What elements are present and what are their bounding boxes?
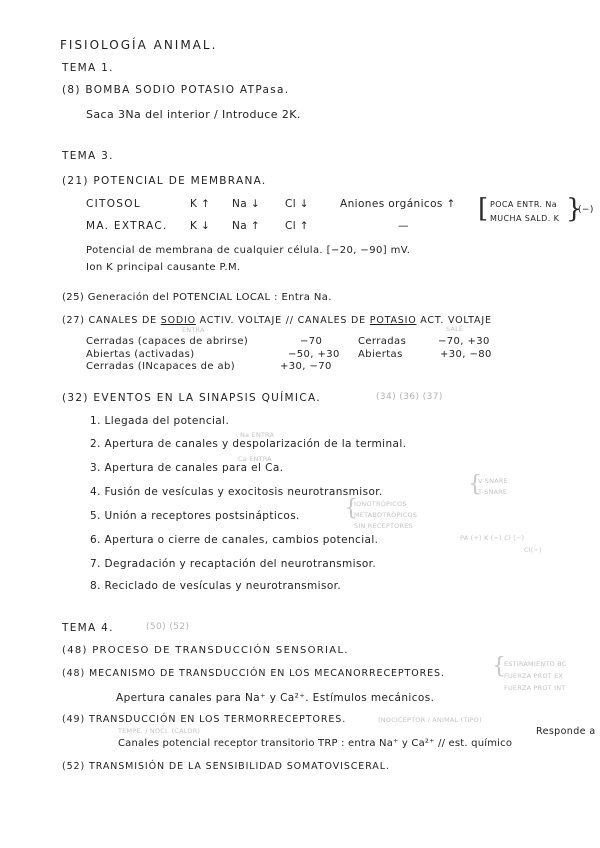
tema4-heading: TEMA 4. — [62, 622, 114, 634]
responde-note: Responde a — [536, 726, 596, 737]
tema4-refs: (50) (52) — [146, 622, 190, 632]
event-2-note: Na ENTRA — [240, 431, 275, 439]
event-4-note-2: T-SNARE — [478, 488, 508, 496]
brace-left: [ — [478, 194, 489, 224]
event-4-brace: { — [468, 472, 482, 497]
brace-right: } — [566, 194, 583, 224]
q49-heading: (49) TRANSDUCCIÓN EN LOS TERMORRECEPTORES. — [62, 714, 347, 725]
q48b-brace: { — [492, 654, 506, 679]
sale-note: SALE — [446, 325, 464, 333]
q49-answer: Canales potencial receptor transitorio TRP : entra Na⁺ y Ca²⁺ // est. químico — [118, 738, 513, 749]
event-3: 3. Apertura de canales para el Ca. — [90, 462, 284, 474]
row2-cl: Cl ↑ — [285, 220, 309, 232]
side-note-1: POCA ENTR. Na — [490, 200, 558, 209]
q48b-note-2: FUERZA PROT EX — [504, 672, 564, 680]
tema1-heading: TEMA 1. — [62, 62, 114, 74]
row1-label: CITOSOL — [86, 198, 141, 210]
event-4-note-1: V-SNARE — [478, 477, 508, 485]
page-title: FISIOLOGÍA ANIMAL. — [60, 38, 218, 52]
event-5-note-3: SIN RECEPTORES — [354, 522, 413, 530]
q52-heading: (52) TRANSMISIÓN DE LA SENSIBILIDAD SOMATOVISCERAL. — [62, 761, 390, 772]
q49-note: (NOCICEPTOR / ANIMAL (TIPO) — [378, 716, 482, 724]
na-state-2-value: −50, +30 — [288, 349, 340, 360]
q8-answer: Saca 3Na del interior / Introduce 2K. — [86, 108, 301, 121]
na-state-3: Cerradas (INcapaces de ab) — [86, 361, 236, 372]
row1-k: K ↑ — [190, 198, 211, 210]
q32-refs: (34) (36) (37) — [376, 392, 443, 402]
q27-potasio: POTASIO — [369, 315, 417, 326]
q48b-heading: (48) MECANISMO DE TRANSDUCCIÓN EN LOS MECANORRECEPTORES. — [62, 668, 445, 679]
q27-part-b: ACTIV. VOLTAJE // CANALES DE — [195, 315, 370, 326]
q48b-note-3: FUERZA PROT INT — [504, 684, 566, 692]
row2-k: K ↓ — [190, 220, 211, 232]
event-1: 1. Llegada del potencial. — [90, 415, 230, 427]
row1-cl: Cl ↓ — [285, 198, 309, 210]
q27-part-a: (27) CANALES DE — [62, 315, 161, 326]
row2-na: Na ↑ — [232, 220, 261, 232]
event-2: 2. Apertura de canales y despolarización de la terminal. — [90, 438, 407, 450]
side-note-2: MUCHA SALD. K — [490, 214, 560, 223]
event-3-note: Ca ENTRA — [238, 455, 272, 463]
event-5-brace: { — [344, 496, 358, 521]
ion-k-note: Ion K principal causante P.M. — [86, 262, 241, 273]
k-state-2-value: +30, −80 — [440, 349, 492, 360]
event-5-note-1: IONOTRÓPICOS — [354, 500, 407, 508]
na-state-3-value: +30, −70 — [280, 361, 332, 372]
row2-anions: — — [398, 220, 409, 232]
q49-note-2: TEMPE. / NOCI. (CALOR) — [118, 727, 201, 735]
q27-sodio: SODIO — [160, 315, 196, 326]
na-state-1: Cerradas (capaces de abrirse) — [86, 336, 249, 347]
q48a-heading: (48) PROCESO DE TRANSDUCCIÓN SENSORIAL. — [62, 645, 349, 656]
q8-heading: (8) BOMBA SODIO POTASIO ATPasa. — [62, 84, 290, 96]
q27-heading — [62, 315, 492, 326]
event-6: 6. Apertura o cierre de canales, cambios potencial. — [90, 534, 379, 546]
sign-note: (−) — [578, 205, 594, 215]
event-4: 4. Fusión de vesículas y exocitosis neurotransmisor. — [90, 486, 383, 498]
event-7: 7. Degradación y recaptación del neurotransmisor. — [90, 558, 377, 570]
k-state-1: Cerradas — [358, 336, 407, 347]
q48b-answer: Apertura canales para Na⁺ y Ca²⁺. Estímulos mecánicos. — [116, 692, 435, 704]
tema3-heading: TEMA 3. — [62, 150, 114, 162]
event-6-note-2: Cl(−) — [524, 546, 542, 554]
membrane-potential-note: Potencial de membrana de cualquier célula. [−20, −90] mV. — [86, 245, 411, 256]
event-5-note-2: METABOTRÓPICOS — [354, 511, 418, 519]
q48b-note-1: ESTIRAMIENTO BC — [504, 660, 567, 668]
event-6-note-1: PA (+) K (−) Cl (−) — [460, 534, 525, 542]
row1-anions: Aniones orgánicos ↑ — [340, 198, 456, 210]
entra-note: ENTRA — [182, 326, 205, 334]
row2-label: MA. EXTRAC. — [86, 220, 168, 232]
na-state-1-value: −70 — [300, 336, 323, 347]
k-state-1-value: −70, +30 — [438, 336, 490, 347]
event-8: 8. Reciclado de vesículas y neurotransmisor. — [90, 580, 342, 592]
q21-heading: (21) POTENCIAL DE MEMBRANA. — [62, 175, 267, 187]
event-5: 5. Unión a receptores postsinápticos. — [90, 510, 300, 522]
q25-heading: (25) Generación del POTENCIAL LOCAL : Entra Na. — [62, 292, 332, 303]
k-state-2: Abiertas — [358, 349, 403, 360]
q27-part-c: ACT. VOLTAJE — [416, 315, 492, 326]
row1-na: Na ↓ — [232, 198, 261, 210]
na-state-2: Abiertas (activadas) — [86, 349, 195, 360]
q32-heading: (32) EVENTOS EN LA SINAPSIS QUÍMICA. — [62, 392, 321, 404]
